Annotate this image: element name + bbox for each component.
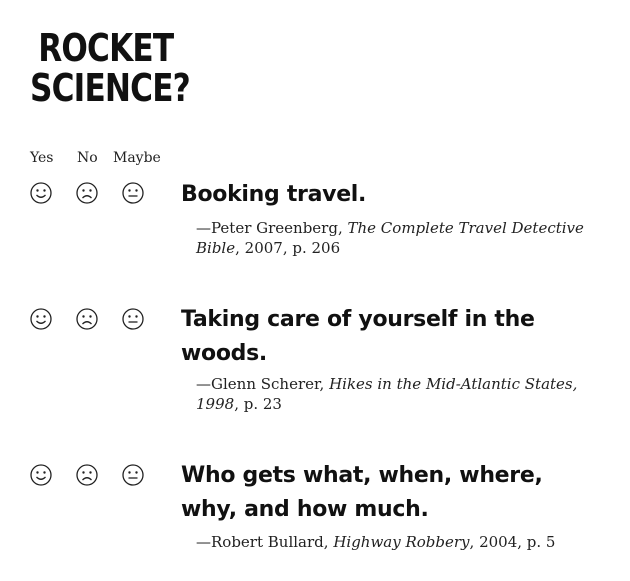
smiley-face-icon[interactable]	[30, 308, 52, 330]
smiley-face-icon[interactable]	[30, 182, 52, 204]
title-line-2: SCIENCE?	[30, 66, 190, 110]
column-header-yes: Yes	[30, 150, 54, 166]
column-header-no: No	[77, 150, 98, 166]
citation-details: , p. 23	[234, 395, 282, 413]
citation-title: The Complete Travel Detective Bible	[196, 219, 584, 257]
citation-title: Highway Robbery	[333, 533, 470, 551]
neutral-face-icon[interactable]	[122, 182, 144, 204]
entry-citation	[196, 374, 606, 414]
smiley-face-icon[interactable]	[30, 464, 52, 486]
frowning-face-icon[interactable]	[76, 308, 98, 330]
title-line-1: ROCKET	[38, 26, 174, 70]
frowning-face-icon[interactable]	[76, 464, 98, 486]
citation-details: , 2004, p. 5	[469, 533, 556, 551]
entry-heading: Booking travel.	[181, 182, 367, 207]
entry-heading: Taking care of yourself in the woods.	[181, 307, 535, 366]
column-header-maybe: Maybe	[113, 150, 161, 166]
entry-heading: Who gets what, when, where, why, and how much.	[181, 463, 543, 522]
entry-citation	[196, 218, 606, 258]
entry-citation	[196, 532, 606, 552]
neutral-face-icon[interactable]	[122, 308, 144, 330]
citation-author: —Robert Bullard,	[196, 533, 334, 551]
citation-title: Hikes in the Mid-Atlantic States, 1998	[196, 375, 578, 413]
citation-author: —Peter Greenberg,	[196, 219, 348, 237]
neutral-face-icon[interactable]	[122, 464, 144, 486]
citation-author: —Glenn Scherer,	[196, 375, 330, 393]
frowning-face-icon[interactable]	[76, 182, 98, 204]
citation-details: , 2007, p. 206	[235, 239, 341, 257]
page-title	[30, 28, 190, 108]
